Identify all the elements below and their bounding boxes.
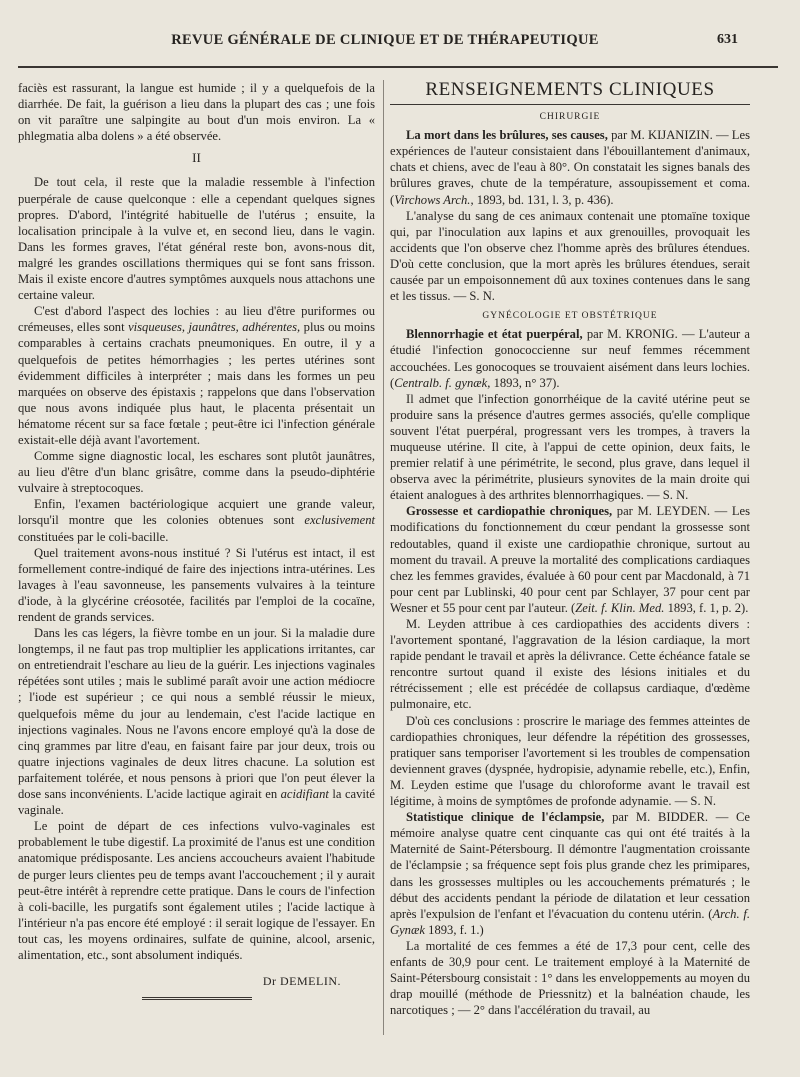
header-rule	[18, 66, 778, 68]
reference-text: Arch. f. Gynæk	[390, 906, 750, 937]
article-paragraph	[390, 326, 750, 390]
left-column	[18, 80, 375, 1000]
text-run: 1893, n° 37).	[493, 375, 560, 390]
page-number: 631	[717, 32, 738, 47]
text-run: 1893, f. 1, p. 2).	[667, 600, 749, 615]
article-paragraph	[390, 127, 750, 207]
article-title: Statistique clinique de l'éclampsie,	[406, 810, 605, 825]
article-paragraph	[390, 809, 750, 938]
right-column	[390, 80, 750, 1018]
text-run: plus ou moins comparables à certains crachats pneumoniques. En outre, il y a quelquefois de petites hémorrhagies ; les pertes utérines sont évidemment difficiles à interpréter ; mais dans les formes un peu marquées on observe des épistaxis ; rappelons que dans l'observation que nous avons indiquée plus haut, le placenta présentait un hématome récent sur sa face fœtale ; peut-être ici l'infection générale existait-elle déjà avant l'avortement.	[18, 320, 375, 447]
paragraph: L'analyse du sang de ces animaux contenait une ptomaïne toxique qui, par l'inoculation aux lapins et aux grenouilles, provoquait les accidents que l'on observe chez l'homme après des brûlures étendues. D'où cette conclusion, que la mort après les brûlures étendues, serait causée par un empoisonnement dû aux toxines contenues dans le sang et les tissus. — S. N.	[390, 208, 750, 304]
page-header	[0, 30, 800, 54]
paragraph: faciès est rassurant, la langue est humide ; il y a quelquefois de la diarrhée. De fait, la guérison a lieu dans la plupart des cas ; une fois on vit paraître une salpingite au bout d'un mois environ. La « phlegmatia alba dolens » a été observée.	[18, 81, 375, 144]
paragraph: M. Leyden attribue à ces cardiopathies des accidents divers : l'avortement spontané, l'aggravation de la lésion cardiaque, la mort rapide pendant le travail et après la délivrance. Cette échéance fatale se rencontre surtout quand il existe des lésions initiales et du rétrécissement ; elle est précédée de collapsus cardiaque, d'œdème pulmonaire, etc.	[390, 617, 750, 712]
text-run: C'est d'abord l'aspect des lochies : au lieu d'être puriformes ou crémeuses, elles sont	[18, 304, 375, 335]
end-rule	[142, 997, 252, 1000]
text-run: Enfin, l'examen bactériologique acquiert une grande valeur, lorsqu'il montre que les colonies obtenues sont	[18, 497, 375, 528]
subsection-heading: CHIRURGIE	[539, 112, 601, 123]
column-divider	[383, 80, 384, 1035]
running-title: REVUE GÉNÉRALE DE CLINIQUE ET DE THÉRAPEUTIQUE	[171, 32, 599, 48]
article-paragraph	[390, 503, 750, 616]
section-number: II	[192, 150, 201, 166]
subsection-heading: GYNÉCOLOGIE ET OBSTÉTRIQUE	[482, 311, 658, 322]
article-title: Grossesse et cardiopathie chroniques,	[406, 504, 613, 519]
paragraph: Le point de départ de ces infections vulvo-vaginales est probablement le tube digestif. La proximité de l'anus est une condition anatomique prédisposante. Les anciens accoucheurs avaient l'habitude de purger leurs clientes peu de temps avant l'accouchement ; il y aurait peut-être intérêt à reprendre cette pratique. Dans le cours de l'infection à coli-bacille, les purgatifs sont également utiles ; l'acide lactique à l'intérieur n'a pas encore été employé : il serait logique de l'essayer. En tout cas, les moyens ordinaires, sulfate de quinine, alcool, arsenic, alimentation, etc., sont absolument indiqués.	[18, 819, 375, 962]
paragraph	[18, 625, 375, 818]
paragraph: La mortalité de ces femmes a été de 17,3 pour cent, celle des enfants de 30,9 pour cent. Le traitement employé à la Maternité de Saint-Pétersbourg consistait : 1° dans les enveloppements au moyen du drap mouillé (méthode de Priessnitz) et la balnéation chaude, les narcotiques ; — 2° dans l'accélération du travail, au	[390, 938, 750, 1018]
text-run: Dans les cas légers, la fièvre tombe en un jour. Si la maladie dure longtemps, il ne faut pas trop multiplier les applications irritantes, car on entretiendrait l'eschare au lieu de la guérir. Les injections vaginales répétées sont utiles ; mais le sublimé paraît avoir une action médiocre ; l'iode est supérieur ; ce qui nous a semblé réussir le mieux, quelquefois même du jour au lendemain, c'est l'acide lactique en injections vaginales. Nous ne l'avons encore employé qu'à la dose de cinq grammes par litre d'eau, en faisant faire par jour deux, trois ou quatre injections vaginales de deux litres chacune. La solution est parfaitement tolérée, et nous pensons à priori que l'on peut élever la dose sans inconvénients. L'acide lactique agirait en	[18, 626, 375, 802]
emphasis-text: exclusivement	[304, 513, 375, 528]
paragraph: Il admet que l'infection gonorrhéique de la cavité utérine peut se produire sans la présence d'autres germes associés, qu'elle complique souvent l'état puerpéral, progressant vers les trompes, à travers la muqueuse utérine. Il cite, à l'appui de cette opinion, deux faits, le premier relatif à une périmétrite, le second, plus grave, dans lequel il observa avec la périmétrite, plusieurs synovites de la main droite qui étaient analogues à des arthrites blennorrhagiques. — S. N.	[390, 391, 750, 503]
article-title: La mort dans les brûlures, ses causes,	[406, 128, 608, 143]
text-run: 1893, bd. 131, l. 3, p. 436).	[476, 192, 614, 207]
text-run: 1893, f. 1.)	[428, 922, 484, 937]
paragraph: Quel traitement avons-nous institué ? Si l'utérus est intact, il est formellement contre-indiqué de faire des injections intra-utérines. Les lavages à l'eau savonneuse, les pansements vulvaires à la teinture d'iode, à la glycérine créosotée, facilités par l'emploi de la cocaïne, rendent de grands services.	[18, 545, 375, 624]
reference-text: Virchows Arch.,	[394, 192, 474, 207]
reference-text: Zeit. f. Klin. Med.	[575, 600, 665, 615]
emphasis-text: acidifiant	[280, 787, 329, 802]
text-run: par M. LEYDEN. — Les modifications du fonctionnement du cœur pendant la grossesse sont redoutables, quand il existe une cardiopathie chronique, surtout au moment du travail. A preuve la mortalité des complications cardiaques chez les femmes gravides, évaluée à 60 pour cent par Macdonald, à 71 pour cent par Lublinski, 40 pour cent par Schlayer, 37 pour cent par Wesner et 55 pour cent par l'auteur. (	[390, 504, 751, 615]
reference-text: Centralb. f. gynæk,	[394, 375, 491, 390]
author-signature: Dr DEMELIN.	[262, 974, 341, 989]
article-title: Blennorrhagie et état puerpéral,	[406, 327, 583, 342]
paragraph: De tout cela, il reste que la maladie ressemble à l'infection puerpérale de cause quelconque : elle a cependant quelques signes propres. D'abord, l'intégrité habituelle de l'utérus ; ensuite, la localisation principale à la vulve et, en second lieu, dans le vagin. Dans les formes graves, l'état général reste bon, avons-nous dit, malgré les grandes oscillations thermiques qui se font sans frisson. Mais il existe encore d'autres symptômes auxquels nous attachons une certaine valeur.	[18, 175, 375, 303]
paragraph	[18, 303, 375, 448]
emphasis-text: visqueuses, jaunâtres, adhérentes,	[128, 320, 301, 335]
text-run: la cavité vaginale.	[18, 787, 376, 818]
text-run: constituées par le coli-bacille.	[18, 529, 169, 544]
paragraph	[18, 496, 375, 544]
section-title: RENSEIGNEMENTS CLINIQUES	[390, 82, 750, 105]
text-run: par M. KRONIG. — L'auteur a étudié l'infection gonococcienne sur neuf femmes récemment accouchées. Les gonocoques se trouvaient aisément dans leurs lochies. (	[390, 327, 750, 390]
paragraph: D'où ces conclusions : proscrire le mariage des femmes atteintes de cardiopathies chroniques, leur défendre la répétition des grossesses, pratiquer sans temporiser l'avortement si les troubles de compensation deviennent graves (dyspnée, hydropisie, adynamie rebelle, etc.), Enfin, M. Leyden estime que l'usage du chloroforme avant le travail est légitime, à moins de symptômes de profonde adynamie. — S. N.	[390, 713, 750, 809]
text-run: par M. KIJANIZIN. — Les expériences de l'auteur consistaient dans l'ébouillantement d'animaux, chats et chiens, avec de l'eau à 80°. On constatait les signes banals des brûlures graves, chute de la température, assoupissement et coma. (	[390, 128, 750, 207]
paragraph: Comme signe diagnostic local, les eschares sont plutôt jaunâtres, au lieu d'être d'un blanc grisâtre, comme dans la pseudo-diphtérie vulvaire à streptocoques.	[18, 449, 375, 496]
text-run: par M. BIDDER. — Ce mémoire analyse quatre cent cinquante cas qui ont été traités à la Maternité de Saint-Pétersbourg. Il démontre l'augmentation croissante de l'éclampsie ; sa fréquence sept fois plus grande chez les primipares, dans les grossesses multiples ou les accouchements prématurés ; le début des accidents pendant la période de dilatation et leur cessation après l'expulsion de l'enfant et l'évacuation du contenu utérin. (	[390, 810, 750, 921]
